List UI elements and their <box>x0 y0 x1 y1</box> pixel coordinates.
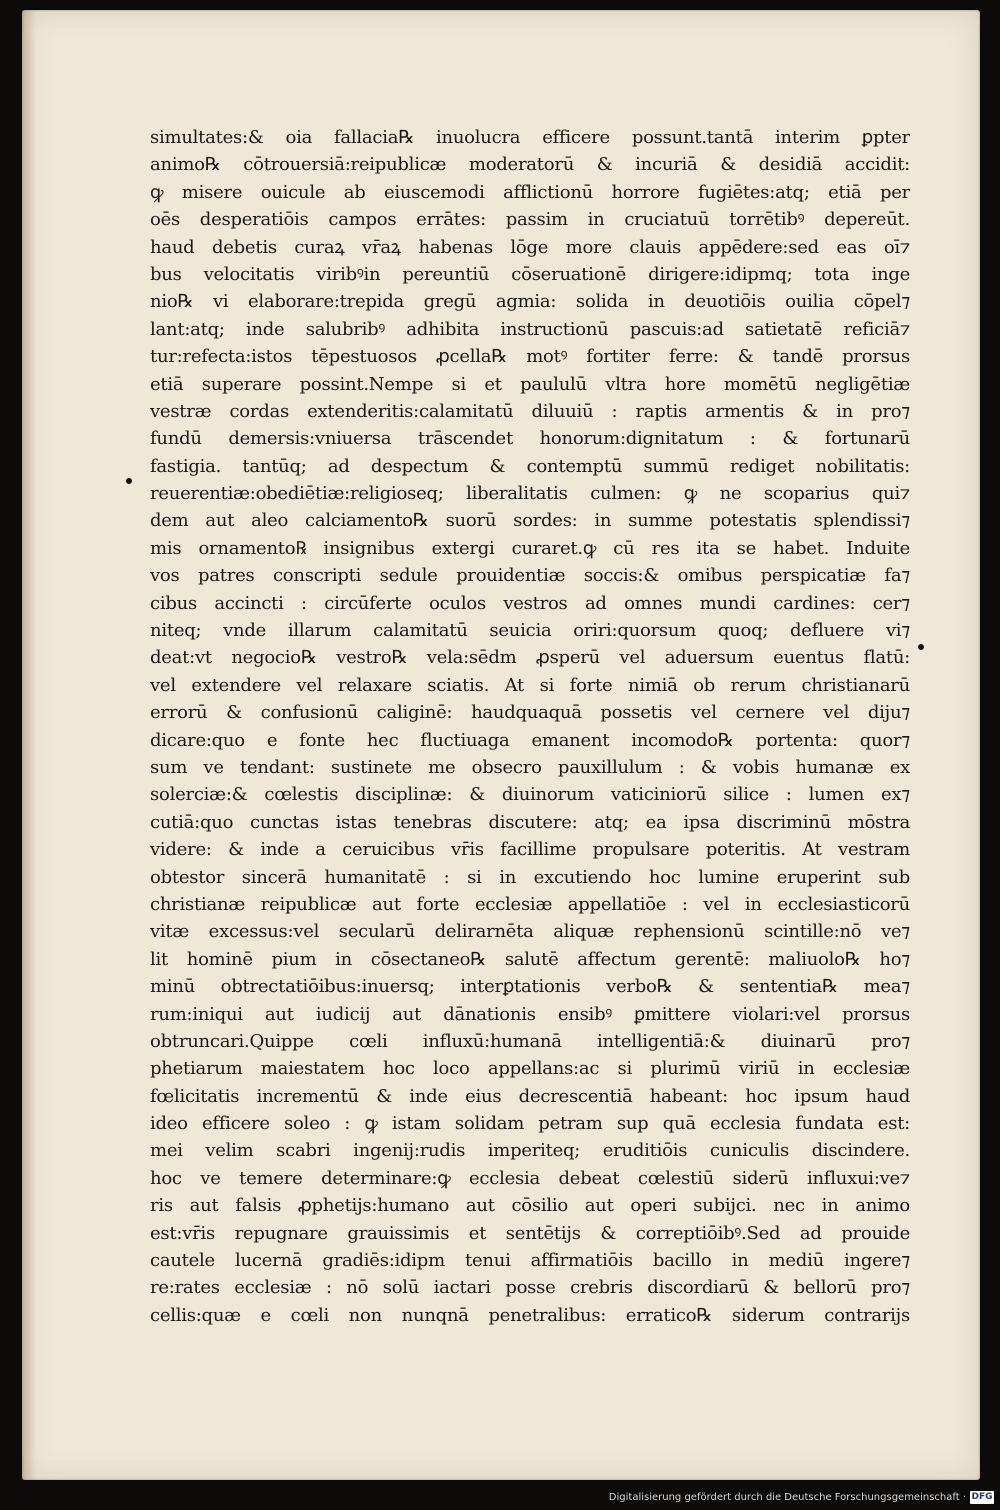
text-line: cautele lucernā gradiēs:idipm tenui affirmatiōis bacillo in mediū ingere⁊ <box>150 1250 910 1272</box>
footer-credit: Digitalisierung gefördert durch die Deutsche Forschungsgemeinschaft · <box>608 1491 966 1503</box>
text-line: etiā superare possint.Nempe si et paululū vltra hore momētū negligētiæ <box>150 373 910 395</box>
text-line: sum ve tendant: sustinete me obsecro pauxillulum : & vobis humanæ ex <box>150 756 910 778</box>
text-line: niteq; vnde illarum calamitatū seuicia oriri:quorsum quoq; defluere vi⁊ <box>150 620 910 642</box>
text-line: est:vr̄is repugnare grauissimis et sentētijs & correptiōibꝰ.Sed ad prouide <box>150 1222 910 1244</box>
text-line: vitæ excessus:vel secularū delirarnēta aliquæ rephensionū scintille:nō ve⁊ <box>150 921 910 943</box>
text-line: fœlicitatis incrementū & inde eius decrescentiā habeant: hoc ipsum haud <box>150 1085 910 1107</box>
text-line: vestræ cordas extenderitis:calamitatū diluuiū : raptis armentis & in pro⁊ <box>150 400 910 422</box>
text-line: obtestor sincerā humanitatē : si in excutiendo hoc lumine eruperint sub <box>150 866 910 888</box>
text-line: tur:refecta:istos tēpestuosos ꝓcella℞ motꝰ fortiter ferre: & tandē prorsus <box>150 346 910 368</box>
text-line: simultates:& oia fallacia℞ inuolucra efficere possunt.tantā interim ꝑpter <box>150 127 910 148</box>
right-margin-mark <box>918 644 924 650</box>
text-line: ꝙ misere ouicule ab eiuscemodi afflictionū horrore fugiētes:atq; etiā per <box>150 181 910 203</box>
text-line: mis ornamento℞ insignibus extergi curaret.ꝙ cū res ita se habet. Induite <box>150 537 910 559</box>
text-line: ideo efficere soleo : ꝙ istam solidam petram sup quā ecclesia fundata est: <box>150 1113 910 1135</box>
text-line: reuerentiæ:obediētiæ:religioseq; liberalitatis culmen: ꝙ ne scoparius qui⁊ <box>150 483 910 505</box>
text-line: obtruncari.Quippe cœli influxū:humanā intelligentiā:& diuinarū pro⁊ <box>150 1030 910 1052</box>
text-line: fastigia. tantūq; ad despectum & contemptū summū rediget nobilitatis: <box>150 455 910 477</box>
left-margin-mark <box>126 478 132 484</box>
text-line: videre: & inde a ceruicibus vr̄is facillime propulsare poteritis. At vestram <box>150 839 910 861</box>
text-line: bus velocitatis viribꝰin pereuntiū cōseruationē dirigere:idipmq; tota inge <box>150 263 910 285</box>
text-line: dem aut aleo calciamento℞ suorū sordes: in summe potestatis splendissi⁊ <box>150 510 910 532</box>
text-line: cutiā:quo cunctas istas tenebras discutere: atq; ea ipsa discriminū mōstra <box>150 811 910 833</box>
text-line: haud debetis curaꝝ vr̄aꝝ habenas lōge more clauis appēdere:sed eas oī⁊ <box>150 236 910 258</box>
digitization-footer <box>609 1488 994 1506</box>
text-line: nio℞ vi elaborare:trepida gregū agmia: solida in deuotiōis ouilia cōpel⁊ <box>150 291 910 313</box>
text-line: mei velim scabri ingenij:rudis imperiteq; eruditiōis cuniculis discindere. <box>150 1140 910 1162</box>
text-line: vel extendere vel relaxare sciatis. At si forte nimiā ob rerum christianarū <box>150 674 910 696</box>
text-line: cibus accincti : circūferte oculos vestros ad omnes mundi cardines: cer⁊ <box>150 592 910 614</box>
text-line: dicare:quo e fonte hec fluctiuaga emanent incomodo℞ portenta: quor⁊ <box>150 729 910 751</box>
body-text <box>150 124 910 1329</box>
text-line: vos patres conscripti sedule prouidentiæ soccis:& omibus perspicatiæ fa⁊ <box>150 565 910 587</box>
text-line: fundū demersis:vniuersa trāscendet honorum:dignitatum : & fortunarū <box>150 428 910 450</box>
text-line: re:rates ecclesiæ : nō solū iactari posse crebris discordiarū & bellorū pro⁊ <box>150 1277 910 1299</box>
text-line: rum:iniqui aut iudicij aut dānationis ensibꝰ ꝑmittere violari:vel prorsus <box>150 1003 910 1025</box>
text-line: deat:vt negocio℞ vestro℞ vela:sēdm ꝓsperū vel aduersum euentus flatū: <box>150 647 910 669</box>
text-line: phetiarum maiestatem hoc loco appellans:ac si plurimū viriū in ecclesiæ <box>150 1058 910 1080</box>
text-line: christianæ reipublicæ aut forte ecclesiæ appellatiōe : vel in ecclesiasticorū <box>150 893 910 915</box>
text-line: solerciæ:& cœlestis disciplinæ: & diuinorum vaticiniorū silice : lumen ex⁊ <box>150 784 910 806</box>
text-line: animo℞ cōtrouersiā:reipublicæ moderatorū & incuriā & desidiā accidit: <box>150 154 910 176</box>
text-line: cellis:quæ e cœli non nunqnā penetralibus: erratico℞ siderum contrarijs <box>150 1304 910 1326</box>
text-line: oēs desperatiōis campos errātes: passim in cruciatuū torrētibꝰ depereūt. <box>150 209 910 231</box>
text-line: hoc ve temere determinare:ꝙ ecclesia debeat cœlestiū siderū influxui:ve⁊ <box>150 1167 910 1189</box>
text-line: lant:atq; inde salubribꝰ adhibita instructionū pascuis:ad satietatē reficiā⁊ <box>150 318 910 340</box>
text-line: lit hominē pium in cōsectaneo℞ salutē affectum gerentē: maliuolo℞ ho⁊ <box>150 948 910 970</box>
text-line: ris aut falsis ꝓphetijs:humano aut cōsilio aut operi subijci. nec in animo <box>150 1195 910 1217</box>
text-line: minū obtrectatiōibus:inuersq; interꝑtationis verbo℞ & sententia℞ mea⁊ <box>150 976 910 998</box>
dfg-logo-icon: DFG <box>971 1492 993 1502</box>
text-line: errorū & confusionū caliginē: haudquaquā possetis vel cernere vel diju⁊ <box>150 702 910 724</box>
